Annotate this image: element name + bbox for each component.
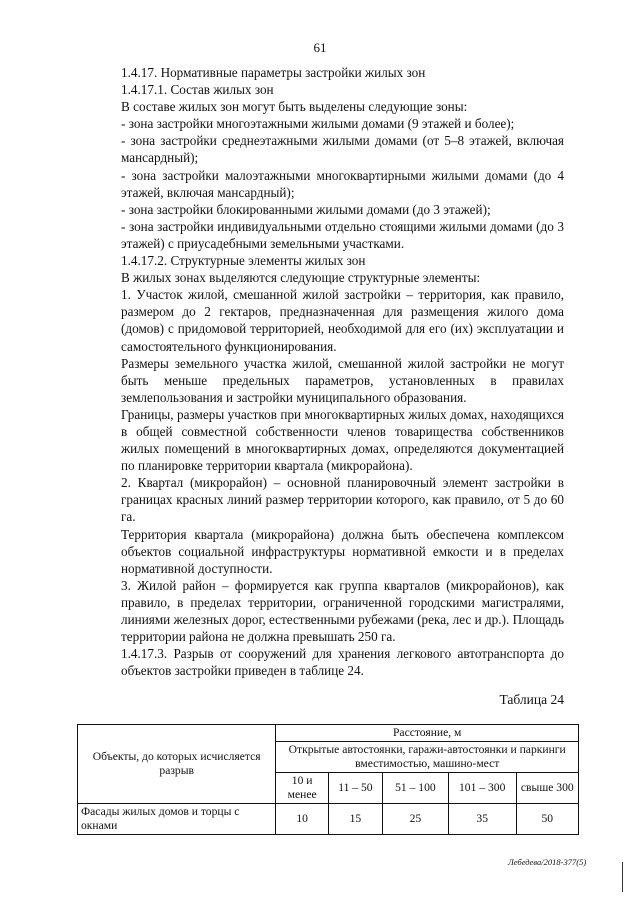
paragraph: Территория квартала (микрорайона) должна быть обеспечена комплексом объектов социальной инфраструктуры нормативной емкости и в пределах нормативной доступности. [121, 526, 564, 576]
paragraph: 3. Жилой район – формируется как группа кварталов (микрорайонов), как правило, в пределах территории, ограниченной городскими магистралями, линиями железных дорог, естественными рубежами (река, лес и др.). Площадь территории района не должна превышать 250 га. [121, 577, 564, 645]
margin-mark [622, 862, 623, 892]
column-header: свыше 300 [516, 773, 578, 804]
paragraph: Границы, размеры участков при многоквартирных жилых домах, находящихся в общей совместной собственности членов товарищества собственников жилых помещений в многоквартирных домах, определяются документацией по планировке территории квартала (микрорайона). [121, 406, 564, 474]
paragraph: 1. Участок жилой, смешанной жилой застройки – территория, как правило, размером до 2 гектаров, предназначенная для размещения жилого дома (домов) с придомовой территорией, необходимой для его (их) эксплуатации и самостоятельного функционирования. [121, 287, 564, 354]
table-cell: 10 [276, 804, 329, 835]
table-caption: Таблица 24 [499, 692, 564, 707]
page-number: 61 [313, 40, 327, 55]
table-row [78, 804, 579, 835]
list-item: - зона застройки многоэтажными жилыми домами (9 этажей и более); [121, 116, 515, 132]
paragraph: 1.4.17.3. Разрыв от сооружений для хранения легкового автотранспорта до объектов застройки приведен в таблице 24. [121, 646, 564, 679]
list-item: - зона застройки индивидуальными отдельно стоящими жилыми домами (до 3 этажей) с приусадебными земельными участками. [121, 218, 564, 251]
header-objects: Объекты, до которых исчисляется разрыв [78, 725, 276, 804]
table-cell: 15 [328, 804, 382, 835]
row-object: Фасады жилых домов и торцы с окнами [78, 804, 276, 835]
column-header: 11 – 50 [328, 773, 382, 804]
column-header: 101 – 300 [448, 773, 516, 804]
list-item: - зона застройки малоэтажными многоквартирными жилыми домами (до 4 этажей, включая мансардный); [121, 167, 564, 200]
subsection-heading: 1.4.17.2. Структурные элементы жилых зон [121, 253, 366, 269]
paragraph: В жилых зонах выделяются следующие структурные элементы: [121, 270, 481, 286]
footer-signature: Лебедева/2018-377(5) [508, 857, 587, 867]
list-item: - зона застройки блокированными жилыми домами (до 3 этажей); [121, 201, 491, 217]
table-cell: 50 [516, 804, 578, 835]
paragraph: В составе жилых зон могут быть выделены следующие зоны: [121, 99, 468, 115]
paragraph: 2. Квартал (микрорайон) – основной планировочный элемент застройки в границах красных линий размер территории которого, как правило, от 5 до 60 га. [121, 475, 564, 525]
column-header: 10 и менее [276, 773, 329, 804]
section-heading: 1.4.17. Нормативные параметры застройки жилых зон [121, 65, 426, 80]
distance-table [77, 724, 579, 835]
paragraph: Размеры земельного участка жилой, смешанной жилой застройки не могут быть меньше предельных параметров, установленных в правилах землепользования и застройки муниципального образования. [121, 355, 564, 405]
document-body [121, 64, 564, 679]
table-cell: 25 [382, 804, 448, 835]
table-cell: 35 [448, 804, 516, 835]
subsection-heading: 1.4.17.1. Состав жилых зон [121, 82, 274, 98]
header-distance: Расстояние, м [276, 725, 579, 742]
list-item: - зона застройки среднеэтажными жилыми домами (от 5–8 этажей, включая мансардный); [121, 133, 564, 166]
header-parking: Открытые автостоянки, гаражи-автостоянки и паркинги вместимостью, машино-мест [276, 742, 579, 773]
column-header: 51 – 100 [382, 773, 448, 804]
